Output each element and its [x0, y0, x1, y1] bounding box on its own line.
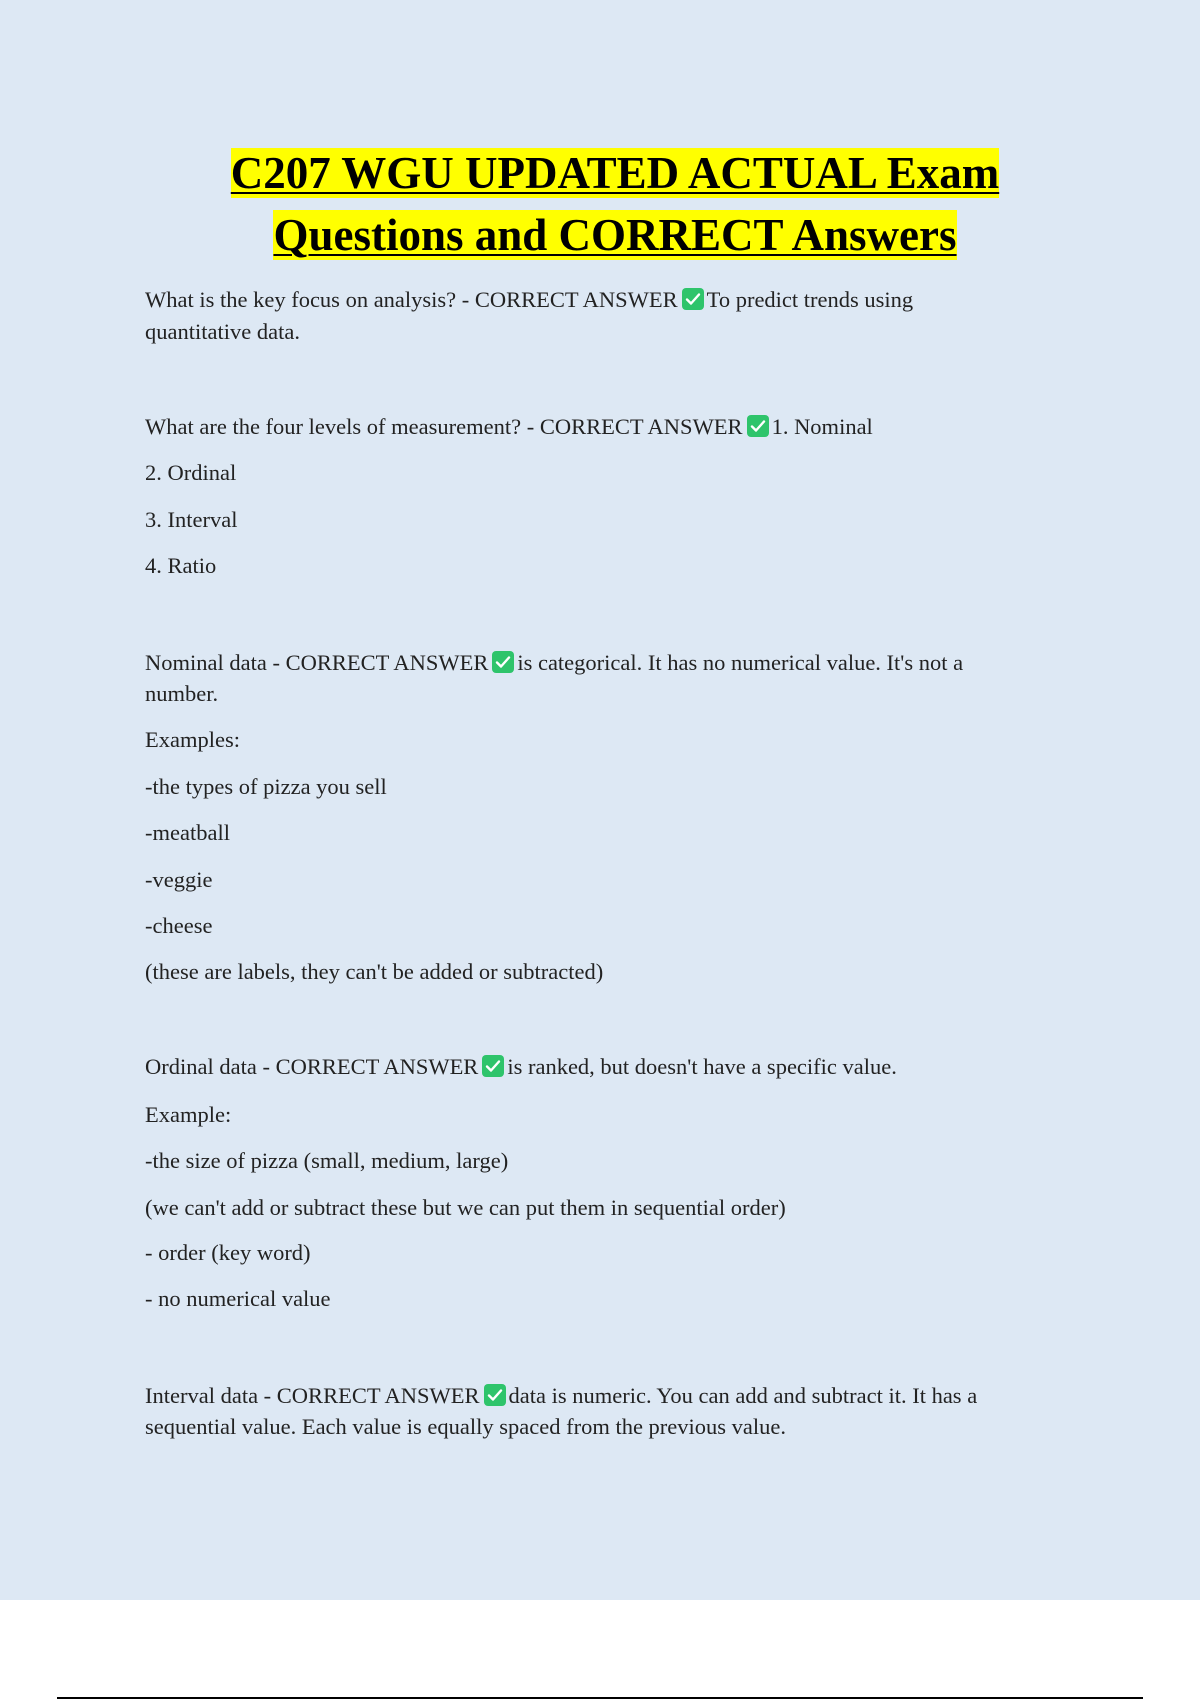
answer-line: - no numerical value	[145, 1286, 331, 1311]
question-text: What are the four levels of measurement? - CORRECT ANSWER	[145, 414, 743, 439]
answer-line: Example:	[145, 1102, 232, 1127]
answer-line: 3. Interval	[145, 507, 238, 532]
answer-line: -the size of pizza (small, medium, large)	[145, 1148, 509, 1173]
question-text: Ordinal data - CORRECT ANSWER	[145, 1054, 479, 1079]
answer-line: -meatball	[145, 820, 230, 845]
answer-text: data is numeric. You can add and subtract it. It has a	[508, 1383, 978, 1408]
answer-line: (these are labels, they can't be added or subtracted)	[145, 959, 604, 984]
qa-question-line	[145, 1051, 1065, 1082]
answer-line: -cheese	[145, 913, 213, 938]
document-title	[140, 142, 1090, 266]
answer-line: -the types of pizza you sell	[145, 774, 387, 799]
answer-line: 4. Ratio	[145, 553, 217, 578]
answer-line: number.	[145, 681, 219, 706]
answer-text: is ranked, but doesn't have a specific value.	[507, 1054, 897, 1079]
qa-question-line	[145, 1380, 1065, 1411]
answer-line: (we can't add or subtract these but we can put them in sequential order)	[145, 1195, 786, 1220]
question-text: Interval data - CORRECT ANSWER	[145, 1383, 480, 1408]
check-mark-icon	[747, 415, 769, 437]
footer-rule	[57, 1697, 1143, 1699]
check-mark-icon	[482, 1055, 504, 1077]
question-text: What is the key focus on analysis? - CORRECT ANSWER	[145, 287, 678, 312]
answer-text: To predict trends using	[706, 287, 914, 312]
answer-text: is categorical. It has no numerical value. It's not a	[517, 650, 964, 675]
answer-line: quantitative data.	[145, 319, 300, 344]
answer-text: 1. Nominal	[771, 414, 873, 439]
question-text: Nominal data - CORRECT ANSWER	[145, 650, 489, 675]
answer-line: - order (key word)	[145, 1240, 311, 1265]
answer-line: sequential value. Each value is equally spaced from the previous value.	[145, 1414, 787, 1439]
qa-question-line	[145, 411, 1065, 442]
answer-line: 2. Ordinal	[145, 460, 237, 485]
check-mark-icon	[682, 288, 704, 310]
qa-question-line	[145, 284, 1065, 315]
title-line-2: Questions and CORRECT Answers	[273, 210, 957, 260]
title-line-1: C207 WGU UPDATED ACTUAL Exam	[230, 148, 1000, 198]
answer-line: Examples:	[145, 727, 240, 752]
answer-line: -veggie	[145, 867, 213, 892]
check-mark-icon	[484, 1384, 506, 1406]
qa-question-line	[145, 647, 1065, 678]
check-mark-icon	[492, 651, 514, 673]
